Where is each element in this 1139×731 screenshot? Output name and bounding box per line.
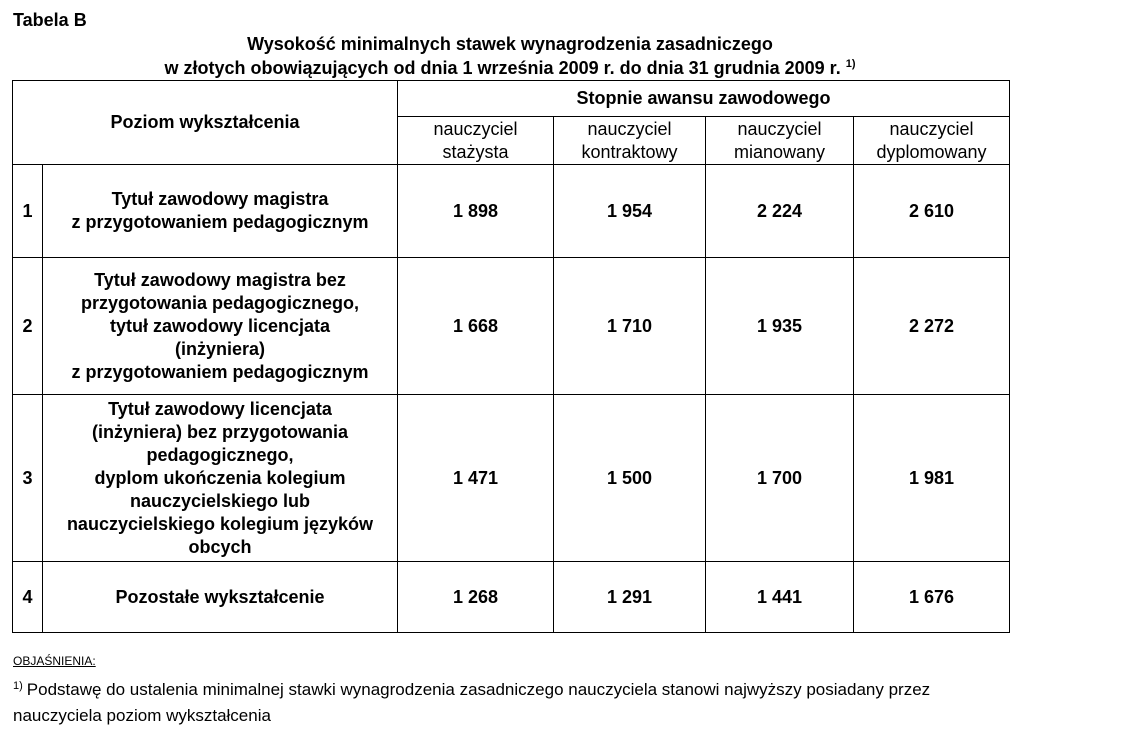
salary-value: 2 224 xyxy=(706,165,854,258)
column-header-certified: nauczyciel dyplomowany xyxy=(854,117,1010,165)
salary-value: 1 981 xyxy=(854,395,1010,562)
education-level-header: Poziom wykształcenia xyxy=(13,81,398,165)
salary-value: 1 676 xyxy=(854,562,1010,633)
header-row-1 xyxy=(13,81,1010,117)
table-row xyxy=(13,562,1010,633)
row-number: 3 xyxy=(13,395,43,562)
column-header-appointed: nauczyciel mianowany xyxy=(706,117,854,165)
salary-value: 1 500 xyxy=(554,395,706,562)
row-description: Tytuł zawodowy licencjata (inżyniera) bez przygotowania pedagogicznego, dyplom ukończenia kolegium nauczycielskiego lub nauczycielskiego kolegium języków obcych xyxy=(43,395,398,562)
salary-value: 1 268 xyxy=(398,562,554,633)
row-description: Tytuł zawodowy magistra bez przygotowania pedagogicznego, tytuł zawodowy licencjata (inżyniera) z przygotowaniem pedagogicznym xyxy=(43,258,398,395)
row-number: 1 xyxy=(13,165,43,258)
table-title-line-2 xyxy=(0,58,1020,79)
row-description: Pozostałe wykształcenie xyxy=(43,562,398,633)
salary-value: 1 441 xyxy=(706,562,854,633)
footnote-marker: 1) xyxy=(13,680,23,692)
salary-value: 1 898 xyxy=(398,165,554,258)
column-header-contract: nauczyciel kontraktowy xyxy=(554,117,706,165)
table-title-line-1 xyxy=(0,34,1020,55)
title-footnote-marker: 1) xyxy=(845,58,856,70)
footnote-text: Podstawę do ustalenia minimalnej stawki wynagrodzenia zasadniczego nauczyciela stanowi najwyższy posiadany przez nauczyciela poziom wykształcenia xyxy=(13,680,931,725)
salary-value: 1 710 xyxy=(554,258,706,395)
promotion-degrees-header: Stopnie awansu zawodowego xyxy=(398,81,1010,117)
table-row xyxy=(13,258,1010,395)
salary-value: 1 954 xyxy=(554,165,706,258)
salary-value: 1 700 xyxy=(706,395,854,562)
salary-value: 1 668 xyxy=(398,258,554,395)
table-row xyxy=(13,165,1010,258)
salary-value: 1 935 xyxy=(706,258,854,395)
table-row xyxy=(13,395,1010,562)
table-label: Tabela B xyxy=(13,10,87,30)
row-description: Tytuł zawodowy magistra z przygotowaniem pedagogicznym xyxy=(43,165,398,258)
footnote xyxy=(13,678,1013,728)
salary-value: 2 272 xyxy=(854,258,1010,395)
column-header-trainee: nauczyciel stażysta xyxy=(398,117,554,165)
row-number: 4 xyxy=(13,562,43,633)
title-text-2: w złotych obowiązujących od dnia 1 września 2009 r. do dnia 31 grudnia 2009 r. xyxy=(164,58,841,78)
notes-label: OBJAŚNIENIA: xyxy=(13,654,96,668)
salary-table xyxy=(12,80,1010,633)
title-text-1: Wysokość minimalnych stawek wynagrodzenia zasadniczego xyxy=(247,34,773,54)
salary-value: 1 471 xyxy=(398,395,554,562)
row-number: 2 xyxy=(13,258,43,395)
salary-value: 1 291 xyxy=(554,562,706,633)
salary-value: 2 610 xyxy=(854,165,1010,258)
